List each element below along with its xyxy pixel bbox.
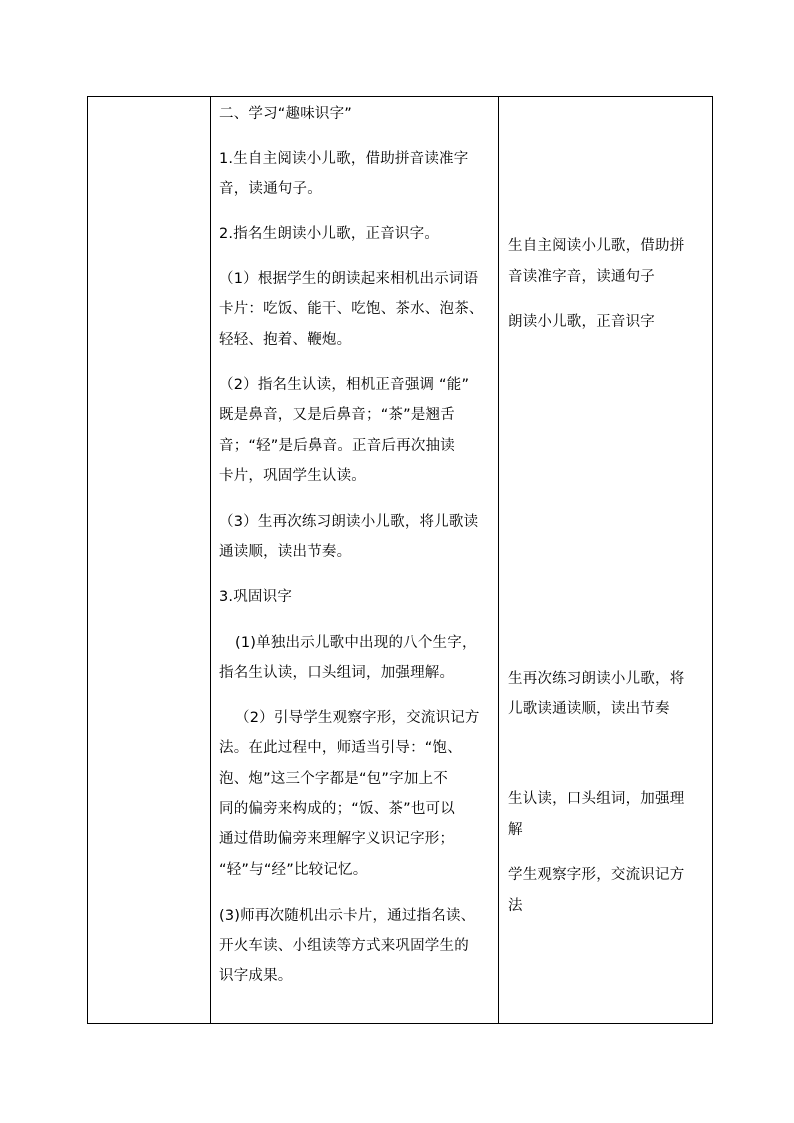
text-line: 生再次练习朗读小儿歌，将: [508, 671, 685, 687]
student-activity-cell: [499, 97, 712, 1023]
text-line: 生认读，口头组词，加强理: [508, 791, 685, 807]
text-line: 朗读小儿歌，正音识字: [508, 314, 655, 330]
text-line: （1）根据学生的朗读起来相机出示词语: [219, 271, 479, 287]
section-title: 二、学习“趣味识字”: [219, 106, 353, 122]
lesson-table: [87, 96, 713, 1024]
text-line: 1.生自主阅读小儿歌，借助拼音读准字: [219, 151, 469, 167]
text-line: 2.指名生朗读小儿歌，正音识字。: [219, 226, 440, 242]
text-line: 音，读通句子。: [219, 181, 322, 197]
text-line: 生自主阅读小儿歌，借助拼: [508, 238, 685, 254]
text-line: 音；“轻”是后鼻音。正音后再次抽读: [219, 438, 455, 454]
text-line: （2）指名生认读，相机正音强调 “能”: [219, 377, 470, 393]
text-line: (3)师再次随机出示卡片，通过指名读、: [219, 908, 476, 924]
text-line: 开火车读、小组读等方式来巩固学生的: [219, 938, 469, 954]
text-line: （2）引导学生观察字形，交流识记方: [235, 710, 480, 726]
text-line: （3）生再次练习朗读小儿歌，将儿歌读: [219, 514, 479, 530]
text-line: “轻”与“经”比较记忆。: [219, 862, 368, 878]
text-line: 泡、炮”这三个字都是“包”字加上不: [219, 771, 448, 787]
text-line: 指名生认读，口头组词，加强理解。: [219, 665, 455, 681]
text-line: 学生观察字形，交流识记方: [508, 867, 685, 883]
text-line: 识字成果。: [219, 968, 293, 984]
text-line: 解: [508, 822, 523, 838]
text-line: 卡片：吃饭、能干、吃饱、茶水、泡茶、: [219, 301, 484, 317]
text-line: 3.巩固识字: [219, 589, 293, 605]
text-line: 儿歌读通读顺，读出节奏: [508, 701, 670, 717]
text-line: 通过借助偏旁来理解字义识记字形；: [219, 831, 455, 847]
text-line: 卡片，巩固学生认读。: [219, 468, 366, 484]
text-line: 通读顺，读出节奏。: [219, 544, 352, 560]
text-line: (1)单独出示儿歌中出现的八个生字，: [235, 635, 477, 651]
text-line: 法。在此过程中，师适当引导：“饱、: [219, 740, 462, 756]
text-line: 音读准字音，读通句子: [508, 269, 655, 285]
text-line: 既是鼻音，又是后鼻音；“茶”是翘舌: [219, 407, 455, 423]
text-line: 轻轻、抱着、鞭炮。: [219, 332, 352, 348]
text-line: 法: [508, 898, 523, 914]
teacher-activity-cell: [211, 97, 498, 1023]
text-line: 同的偏旁来构成的；“饭、茶”也可以: [219, 801, 455, 817]
